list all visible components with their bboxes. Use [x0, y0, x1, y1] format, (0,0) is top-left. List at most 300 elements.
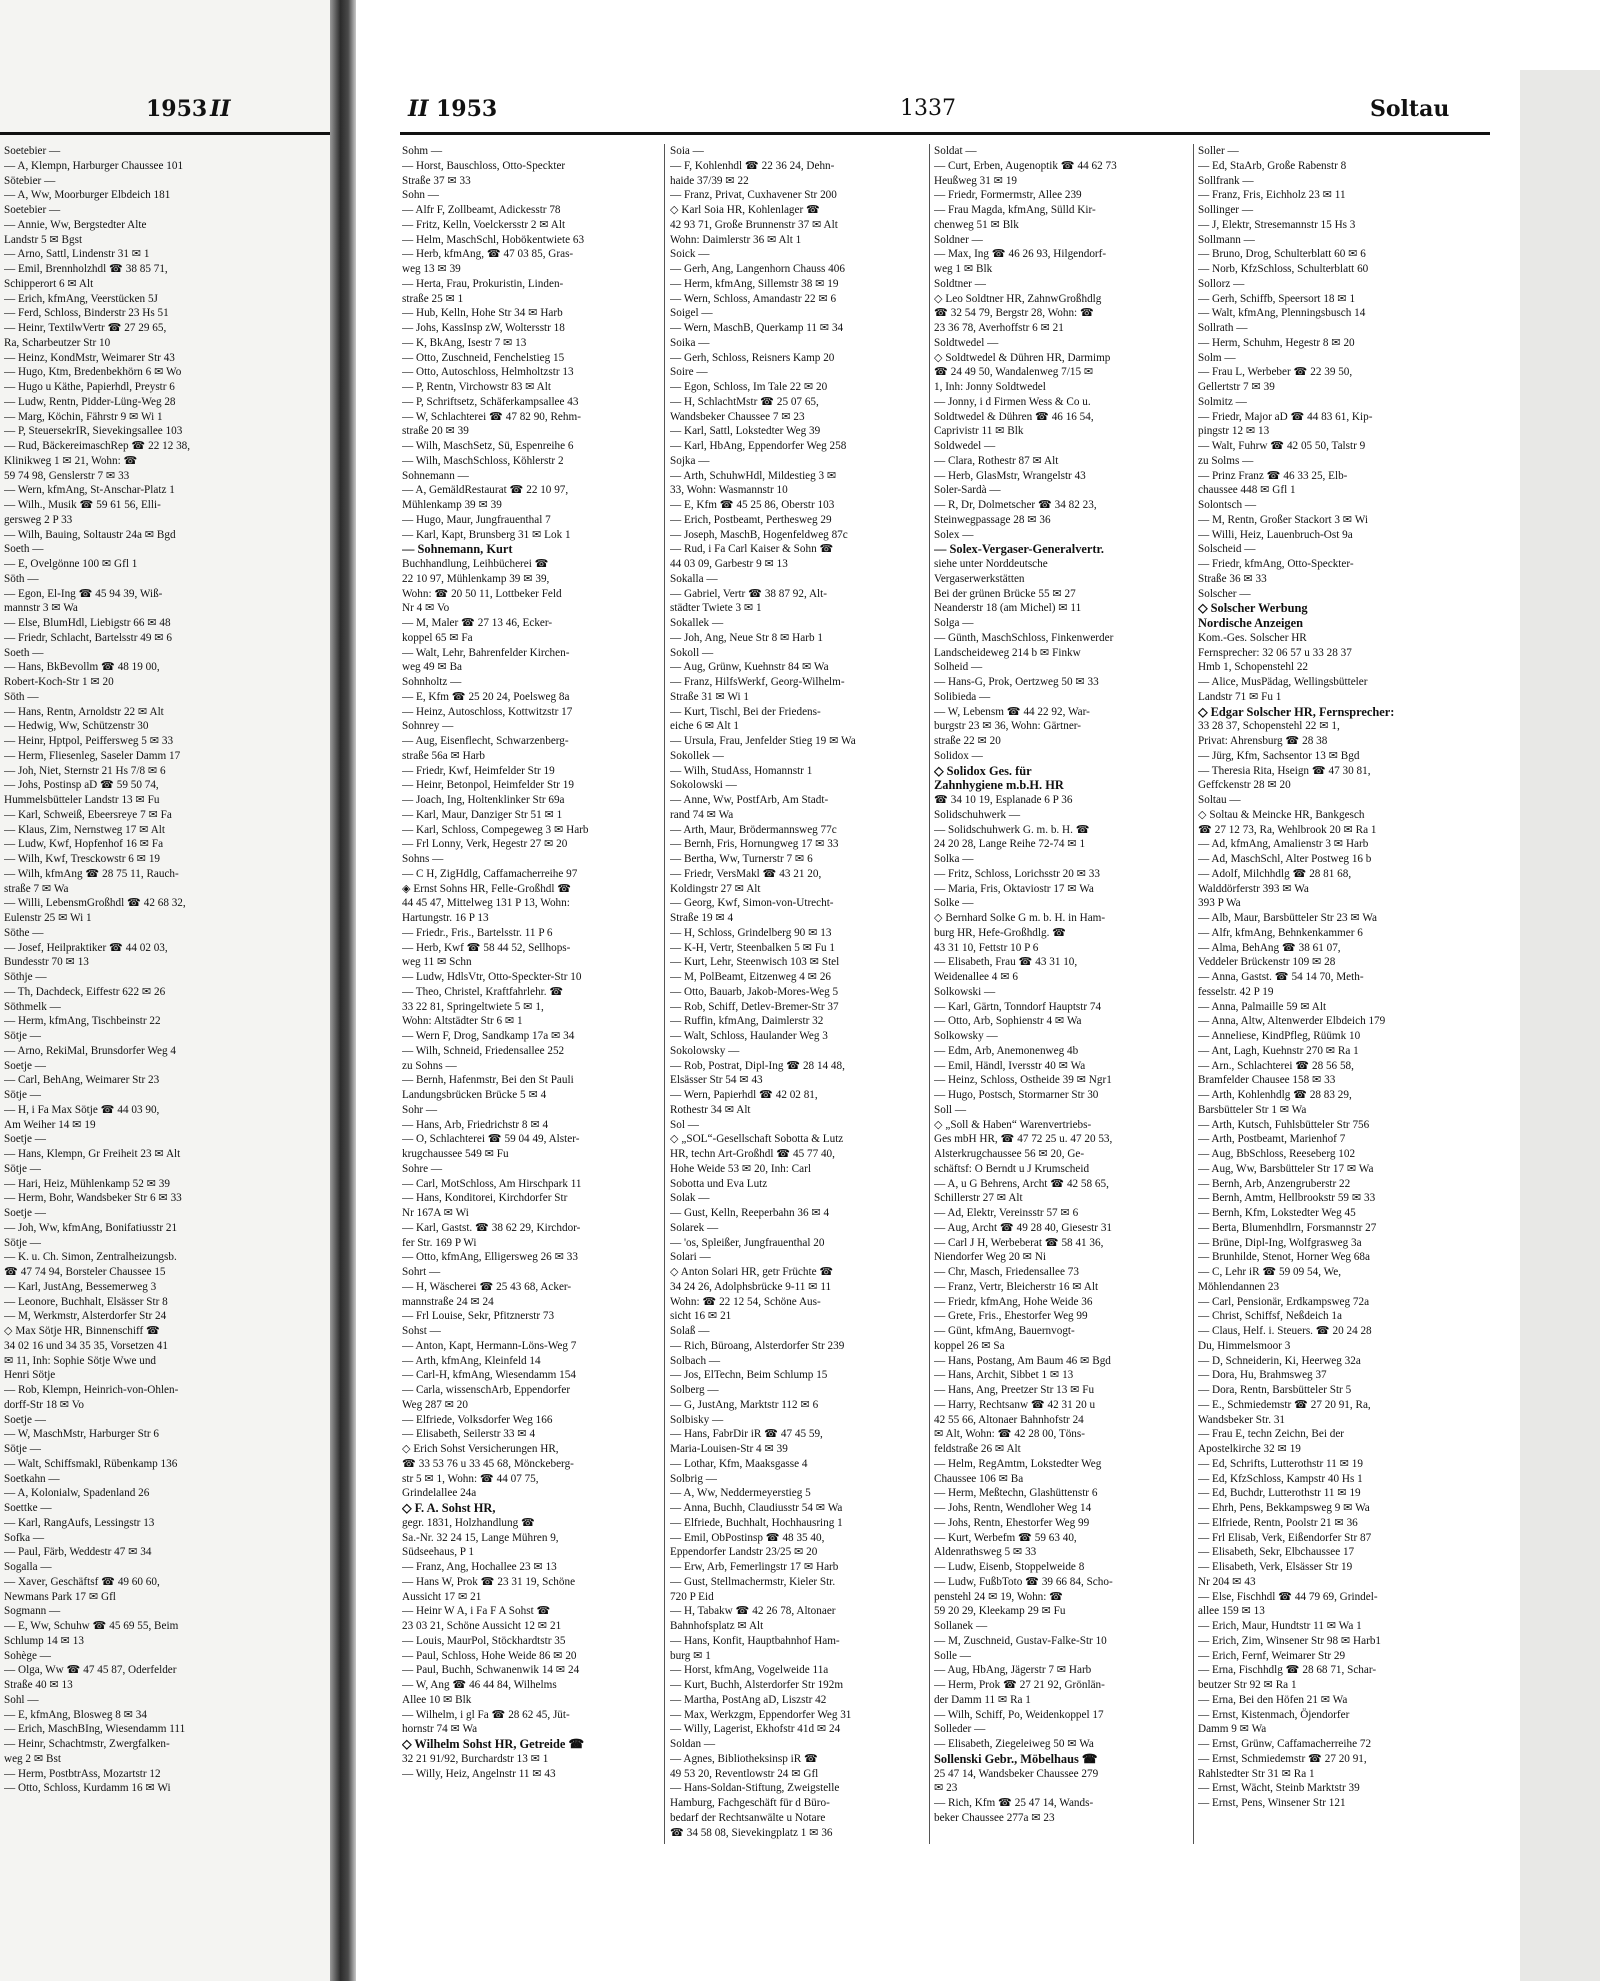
directory-entry: koppel 26 ✉ Sa [934, 1339, 1005, 1352]
surname-heading: Sötje — [4, 1089, 41, 1101]
directory-entry: — Ernst, Wächt, Steinb Marktstr 39 [1198, 1782, 1360, 1795]
directory-entry: Grindelallee 24a [402, 1487, 477, 1500]
directory-entry: — Gabriel, Vertr ☎ 38 87 92, Alt- [670, 587, 827, 600]
directory-entry: Niendorfer Weg 20 ✉ Ni [934, 1251, 1047, 1264]
directory-entry: — Herm, PostbtrAss, Mozartstr 12 [4, 1767, 161, 1780]
directory-entry: ◇ Max Sötje HR, Binnenschiff ☎ [4, 1325, 160, 1337]
left-page-column [4, 144, 250, 1844]
directory-entry: Robert-Koch-Str 1 ✉ 20 [4, 676, 114, 688]
directory-entry: — Hugo, Ktm, Bredenbekhörn 6 ✉ Wo [4, 366, 182, 379]
directory-entry: — Anneliese, KindPfleg, Rüümk 10 [1198, 1030, 1361, 1042]
directory-entry: Hmb 1, Schopenstehl 22 [1198, 661, 1309, 674]
directory-entry: Am Weiher 14 ✉ 19 [4, 1118, 96, 1131]
directory-entry: Maria-Louisen-Str 4 ✉ 39 [670, 1443, 788, 1455]
surname-heading: Soller — [1198, 145, 1239, 157]
directory-entry: — Ferd, Schloss, Binderstr 23 Hs 51 [4, 307, 169, 320]
directory-entry: — R, Dr, Dolmetscher ☎ 34 82 23, [934, 499, 1097, 511]
directory-entry: siehe unter Norddeutsche [934, 558, 1048, 570]
directory-entry: 720 P Eid [670, 1590, 714, 1603]
directory-entry: Wandsbeker Chaussee 7 ✉ 23 [670, 410, 805, 423]
directory-entry: — Elfriede, Volksdorfer Weg 166 [402, 1413, 553, 1426]
directory-entry: — Carl, Pensionär, Erdkampsweg 72a [1198, 1295, 1370, 1308]
directory-entry: Soldtwedel & Dühren ☎ 46 16 54, [934, 410, 1094, 423]
directory-entry: — A, u G Behrens, Archt ☎ 42 58 65, [934, 1177, 1109, 1190]
surname-heading: Soigel — [670, 307, 713, 320]
directory-entry: Mühlenkamp 39 ✉ 39 [402, 499, 502, 511]
surname-heading: Sohst — [402, 1325, 441, 1337]
directory-entry: Vergaserwerkstätten [934, 572, 1025, 585]
directory-entry: — Max, Werkzgm, Eppendorfer Weg 31 [670, 1708, 852, 1721]
directory-entry: — Kurt, Tischl, Bei der Friedens- [670, 705, 821, 718]
directory-entry: — Joh, Niet, Sternstr 21 Hs 7/8 ✉ 6 [4, 764, 166, 777]
directory-entry: Neanderstr 18 (am Michel) ✉ 11 [934, 602, 1082, 615]
directory-entry: — Elisabeth, Sekr, Elbchaussee 17 [1198, 1546, 1355, 1559]
directory-entry: — Edm, Arb, Anemonenweg 4b [934, 1044, 1079, 1057]
directory-entry: beutzer Str 92 ✉ Ra 1 [1198, 1679, 1297, 1691]
directory-entry: — Georg, Kwf, Simon-von-Utrecht- [670, 897, 834, 910]
directory-entry: Straße 19 ✉ 4 [670, 912, 734, 924]
directory-entry: — Karl, Sattl, Lokstedter Weg 39 [670, 425, 821, 438]
directory-entry: — K-H, Vertr, Steenbalken 5 ✉ Fu 1 [670, 941, 836, 954]
directory-entry: Eppendorfer Landstr 23/25 ✉ 20 [670, 1546, 818, 1559]
directory-entry: — Curt, Erben, Augenoptik ☎ 44 62 73 [934, 159, 1117, 172]
directory-entry: burg HR, Hefe-Großhdlg. ☎ [934, 926, 1067, 939]
directory-entry: ◇ F. A. Sohst HR, [402, 1501, 496, 1515]
directory-entry: — Maria, Fris, Oktaviostr 17 ✉ Wa [934, 882, 1094, 895]
surname-heading: Solidschuhwerk — [934, 808, 1021, 821]
directory-entry: — E, kfmAng, Blosweg 8 ✉ 34 [4, 1708, 147, 1721]
directory-entry: — E, Kfm ☎ 25 20 24, Poelsweg 8a [402, 690, 570, 703]
directory-entry: — Friedr, Major aD ☎ 44 83 61, Kip- [1198, 410, 1373, 423]
directory-entry: — Rud, BäckereimaschRep ☎ 22 12 38, [4, 440, 191, 452]
directory-entry: — Johs, Rentn, Wendloher Weg 14 [934, 1502, 1092, 1514]
directory-entry: — Adolf, Milchhdlg ☎ 28 81 68, [1198, 867, 1352, 880]
directory-entry: Eulenstr 25 ✉ Wi 1 [4, 912, 92, 924]
directory-entry: — Arth, Kutsch, Fuhlsbütteler Str 756 [1198, 1118, 1370, 1131]
surname-heading: Solheid — [934, 661, 983, 674]
directory-entry: — Solidschuhwerk G. m. b. H. ☎ [934, 823, 1090, 836]
page-number: 1337 [900, 96, 956, 121]
surname-heading: Soldan — [670, 1738, 716, 1750]
directory-entry: — Alb, Maur, Barsbütteler Str 23 ✉ Wa [1198, 912, 1378, 924]
directory-entry: — Xaver, Geschäftsf ☎ 49 60 60, [4, 1575, 160, 1588]
directory-entry: — Anna, Buchh, Claudiusstr 54 ✉ Wa [670, 1502, 843, 1514]
directory-entry: — Friedr, VersMakl ☎ 43 21 20, [670, 867, 822, 880]
directory-entry: fer Str. 169 P Wi [402, 1236, 477, 1249]
surname-heading: Sollinger — [1198, 204, 1254, 216]
directory-entry: Rahlstedter Str 31 ✉ Ra 1 [1198, 1767, 1315, 1780]
directory-entry: — Wilh, Schiff, Po, Weidenkoppel 17 [934, 1708, 1104, 1721]
directory-entry: hornstr 74 ✉ Wa [402, 1723, 478, 1736]
directory-entry: — Ehrh, Pens, Bekkampsweg 9 ✉ Wa [1198, 1502, 1370, 1514]
directory-entry: — Hans-G, Prok, Oertzweg 50 ✉ 33 [934, 676, 1099, 688]
directory-entry: — Joseph, MaschB, Hogenfeldweg 87c [670, 528, 848, 541]
directory-entry: — Otto, Arb, Sophienstr 4 ✉ Wa [934, 1015, 1082, 1028]
directory-entry: — Aug, Eisenflecht, Schwarzenberg- [402, 735, 569, 747]
directory-entry: — Olga, Ww ☎ 47 45 87, Oderfelder [4, 1664, 177, 1677]
directory-entry: chenweg 51 ✉ Blk [934, 218, 1019, 231]
directory-entry: — H, Wäscherei ☎ 25 43 68, Acker- [402, 1280, 572, 1293]
directory-entry: Klinikweg 1 ✉ 21, Wohn: ☎ [4, 454, 138, 467]
directory-entry: ✉ 23 [934, 1782, 958, 1795]
directory-entry: — Egon, El-Ing ☎ 45 94 39, Wiß- [4, 587, 163, 600]
directory-entry: Nr 204 ✉ 43 [1198, 1575, 1256, 1588]
directory-entry: — Theo, Christel, Kraftfahrlehr. ☎ [402, 985, 564, 998]
surname-heading: Solleder — [934, 1723, 986, 1736]
surname-heading: Solibieda — [934, 690, 991, 703]
directory-entry: — Theresia Rita, Hseign ☎ 47 30 81, [1198, 764, 1371, 777]
directory-entry: — Egon, Schloss, Im Tale 22 ✉ 20 [670, 381, 828, 393]
directory-entry: Privat: Ahrensburg ☎ 28 38 [1198, 735, 1328, 747]
directory-entry: schäftsf: O Berndt u J Krumscheid [934, 1162, 1090, 1175]
directory-entry: — Emil, Brennholzhdl ☎ 38 85 71, [4, 263, 168, 275]
directory-entry: — Hans, Rentn, Arnoldstr 22 ✉ Alt [4, 705, 164, 718]
directory-entry: Caprivistr 11 ✉ Blk [934, 425, 1024, 438]
directory-entry: — Elisabeth, Ziegeleiweg 50 ✉ Wa [934, 1738, 1094, 1750]
surname-heading: Soeth — [4, 543, 44, 556]
directory-entry: — Anna, Palmaille 59 ✉ Alt [1198, 1000, 1327, 1013]
directory-entry: — Hans-Soldan-Stiftung, Zweigstelle [670, 1782, 840, 1795]
directory-entry: feldstraße 26 ✉ Alt [934, 1443, 1021, 1455]
directory-entry: — Horst, kfmAng, Vogelweide 11a [670, 1664, 829, 1677]
directory-entry: — Hans, Arb, Friedrichstr 8 ✉ 4 [402, 1118, 549, 1131]
directory-entry: — G, JustAng, Marktstr 112 ✉ 6 [670, 1398, 819, 1411]
directory-entry: krugchaussee 549 ✉ Fu [402, 1148, 509, 1160]
directory-entry: — Friedr, kfmAng, Hohe Weide 36 [934, 1295, 1093, 1308]
directory-entry: Fernsprecher: 32 06 57 u 33 28 37 [1198, 646, 1352, 659]
directory-entry: — M, Maler ☎ 27 13 46, Ecker- [402, 617, 553, 629]
directory-entry: 34 24 26, Adolphsbrücke 9-11 ✉ 11 [670, 1280, 832, 1293]
directory-entry: 23 36 78, Averhoffstr 6 ✉ 21 [934, 322, 1064, 334]
directory-entry: — Elisabeth, Seilerstr 33 ✉ 4 [402, 1428, 536, 1441]
directory-entry: Straße 37 ✉ 33 [402, 174, 471, 187]
directory-entry: — Walt, kfmAng, Plenningsbusch 14 [1198, 307, 1366, 320]
directory-entry: — Hans, FabrDir iR ☎ 47 45 59, [670, 1428, 823, 1441]
directory-entry: — W, Ang ☎ 46 44 84, Wilhelms [402, 1679, 557, 1691]
right-column-2 [670, 144, 926, 1844]
directory-entry: — Frl Lonny, Verk, Hegestr 27 ✉ 20 [402, 838, 568, 851]
directory-entry: — Erich, Zim, Winsener Str 98 ✉ Harb1 [1198, 1634, 1382, 1647]
directory-entry: — Ad, MaschSchl, Alter Postweg 16 b [1198, 853, 1372, 865]
directory-entry: — Alma, BehAng ☎ 38 61 07, [1198, 941, 1341, 954]
directory-entry: Bahnhofsplatz ✉ Alt [670, 1620, 764, 1632]
directory-entry: Barsbütteler Str 1 ✉ Wa [1198, 1103, 1307, 1116]
directory-entry: — Harry, Rechtsanw ☎ 42 31 20 u [934, 1398, 1096, 1411]
directory-entry: — Herm, Schuhm, Hegestr 8 ✉ 20 [1198, 336, 1355, 349]
directory-entry: — Wern, Papierhdl ☎ 42 02 81, [670, 1089, 818, 1101]
directory-entry: Geffckenstr 28 ✉ 20 [1198, 779, 1291, 792]
directory-entry: — Erich, MaschBIng, Wiesendamm 111 [4, 1723, 186, 1736]
surname-heading: zu Solms — [1198, 454, 1254, 467]
directory-entry: — Heinr, Schachtmstr, Zwergfalken- [4, 1738, 170, 1750]
directory-entry: — Ed, Schrifts, Lutterothstr 11 ✉ 19 [1198, 1457, 1363, 1470]
directory-entry: Wohn: Altstädter Str 6 ✉ 1 [402, 1015, 523, 1028]
directory-entry: beker Chaussee 277a ✉ 23 [934, 1811, 1055, 1824]
surname-heading: Soettke — [4, 1502, 52, 1514]
surname-heading: Sötje — [4, 1443, 41, 1455]
directory-entry: — Jürg, Kfm, Sachsentor 13 ✉ Bgd [1198, 749, 1360, 762]
directory-entry: — Dora, Rentn, Barsbütteler Str 5 [1198, 1384, 1352, 1396]
directory-entry: — Joh, Ang, Neue Str 8 ✉ Harb 1 [670, 631, 823, 644]
directory-entry: allee 159 ✉ 13 [1198, 1605, 1265, 1618]
directory-entry: — Rich, Büroang, Alsterdorfer Str 239 [670, 1339, 845, 1352]
directory-entry: ◇ Soltau & Meincke HR, Bankgesch [1198, 808, 1365, 821]
surname-heading: Söthmelk — [4, 1000, 61, 1013]
directory-entry: — Günth, MaschSchloss, Finkenwerder [934, 631, 1114, 644]
directory-entry: — Friedr., Fris., Bartelsstr. 11 P 6 [402, 926, 553, 939]
directory-entry: — Hari, Heiz, Mühlenkamp 52 ✉ 39 [4, 1177, 170, 1190]
directory-entry: str 5 ✉ 1, Wohn: ☎ 44 07 75, [402, 1472, 539, 1485]
directory-entry: — Willy, Lagerist, Ekhofstr 41d ✉ 24 [670, 1723, 841, 1736]
directory-entry: — M, PolBeamt, Eitzenweg 4 ✉ 26 [670, 971, 832, 983]
right-page-header [400, 92, 1490, 135]
directory-entry: — E, Ovelgönne 100 ✉ Gfl 1 [4, 558, 138, 570]
directory-entry: — Louis, MaurPol, Stöckhardtstr 35 [402, 1634, 566, 1647]
surname-heading: Sohnemann — [402, 469, 469, 482]
directory-entry: Weidenallee 4 ✉ 6 [934, 971, 1018, 983]
directory-entry: ◇ Solidox Ges. für [934, 763, 1032, 778]
directory-entry: — Ed, KfzSchloss, Kampstr 40 Hs 1 [1198, 1472, 1363, 1485]
directory-entry: — Alfr, kfmAng, Behnkenkammer 6 [1198, 926, 1363, 939]
surname-heading: Soldner — [934, 233, 983, 246]
surname-heading: Solm — [1198, 351, 1236, 364]
directory-entry: — M, Werkmstr, Alsterdorfer Str 24 [4, 1310, 167, 1323]
directory-entry: straße 56a ✉ Harb [402, 749, 485, 762]
directory-entry: — Carl-H, kfmAng, Wiesendamm 154 [402, 1369, 576, 1382]
directory-entry: ◇ Edgar Solscher HR, Fernsprecher: [1198, 704, 1395, 719]
directory-entry: Buchhandlung, Leihbücherei ☎ [402, 558, 549, 570]
directory-entry: Möhlendannen 23 [1198, 1280, 1280, 1293]
directory-entry: — Arth, Kohlenhdlg ☎ 28 83 29, [1198, 1089, 1352, 1101]
directory-entry: Sa.-Nr. 32 24 15, Lange Mühren 9, [402, 1531, 559, 1544]
directory-entry: — Norb, KfzSchloss, Schulterblatt 60 [1198, 263, 1369, 275]
directory-entry: — Frl Elisab, Verk, Eißendorfer Str 87 [1198, 1531, 1372, 1544]
directory-entry: — Hans, Konfit, Hauptbahnhof Ham- [670, 1634, 840, 1647]
directory-entry: — Leonore, Buchhalt, Elsässer Str 8 [4, 1295, 168, 1308]
right-column-4 [1198, 144, 1460, 1844]
directory-entry: — Arth, SchuhwHdl, Mildestieg 3 ✉ [670, 469, 837, 482]
directory-entry: Aldenrathsweg 5 ✉ 33 [934, 1546, 1037, 1559]
directory-entry: — Erich, kfmAng, Veerstücken 5J [4, 292, 158, 305]
surname-heading: Sohn — [402, 189, 439, 202]
directory-entry: — Frl Louise, Sekr, Pfitznerstr 73 [402, 1310, 555, 1323]
directory-entry: — Karl, Gärtn, Tonndorf Hauptstr 74 [934, 1000, 1102, 1013]
directory-entry: — Hans, Ang, Preetzer Str 13 ✉ Fu [934, 1384, 1095, 1396]
surname-heading: Sokallek — [670, 617, 724, 629]
directory-entry: — Herb, Kwf ☎ 58 44 52, Sellhops- [402, 941, 571, 954]
directory-entry: — Willy, Heiz, Angelnstr 11 ✉ 43 [402, 1767, 556, 1780]
directory-entry: — Ludw, Rentn, Pidder-Lüng-Weg 28 [4, 395, 176, 408]
directory-entry: Wohn: ☎ 22 12 54, Schöne Aus- [670, 1295, 821, 1308]
right-column-3 [934, 144, 1190, 1844]
surname-heading: Solbisky — [670, 1413, 724, 1426]
directory-entry: 44 03 09, Garbestr 9 ✉ 13 [670, 558, 788, 570]
directory-entry: — Ludw, HdlsVtr, Otto-Speckter-Str 10 [402, 971, 582, 983]
directory-entry: — Th, Dachdeck, Eiffestr 622 ✉ 26 [4, 985, 166, 998]
directory-entry: — Arth, Maur, Brödermannsweg 77c [670, 823, 837, 836]
directory-entry: — Karl, Schloss, Compegeweg 3 ✉ Harb [402, 823, 589, 836]
directory-entry: ◇ Erich Sohst Versicherungen HR, [402, 1443, 559, 1455]
directory-entry: — Wilh, kfmAng ☎ 28 75 11, Rauch- [4, 867, 179, 880]
surname-heading: Soika — [670, 336, 710, 349]
directory-entry: — Ernst, Pens, Winsener Str 121 [1198, 1797, 1346, 1809]
directory-entry: — Anne, Ww, PostfArb, Am Stadt- [670, 794, 829, 806]
surname-heading: Sojka — [670, 454, 710, 467]
surname-heading: Solle — [934, 1649, 971, 1662]
directory-entry: — Rud, i Fa Carl Kaiser & Sohn ☎ [670, 543, 834, 556]
surname-heading: Solaß — [670, 1325, 710, 1337]
directory-entry: — Aug, Ww, Barsbütteler Str 17 ✉ Wa [1198, 1162, 1374, 1175]
directory-entry: — Frau E, techn Zeichn, Bei der [1198, 1428, 1345, 1441]
directory-entry: — Lothar, Kfm, Maaksgasse 4 [670, 1457, 808, 1470]
directory-entry: Henri Sötje [4, 1369, 56, 1382]
directory-entry: 42 93 71, Große Brunnenstr 37 ✉ Alt [670, 218, 838, 231]
directory-entry: — Arno, RekiMal, Brunsdorfer Weg 4 [4, 1044, 176, 1057]
directory-entry: — Franz, Fris, Eichholz 23 ✉ 11 [1198, 189, 1346, 202]
directory-entry: — Carl, BehAng, Weimarer Str 23 [4, 1074, 160, 1087]
surname-heading: Solak — [670, 1192, 710, 1205]
directory-entry: — Ludw, Eisenb, Stoppelweide 8 [934, 1561, 1085, 1573]
directory-entry: — Johs, Rentn, Ehestorfer Weg 99 [934, 1516, 1090, 1529]
surname-heading: Solbach — [670, 1354, 721, 1367]
directory-entry: — K, BkAng, Isestr 7 ✉ 13 [402, 336, 527, 349]
right-margin [1520, 70, 1600, 1981]
surname-heading: Solscheid — [1198, 543, 1256, 556]
surname-heading: Soetje — [4, 1059, 46, 1072]
directory-entry: ☎ 27 12 73, Ra, Wehlbrook 20 ✉ Ra 1 [1198, 823, 1377, 836]
surname-heading: Söth — [4, 572, 39, 585]
directory-entry: fesselstr. 42 P 19 [1198, 985, 1274, 998]
directory-entry: — Friedr, Formermstr, Allee 239 [934, 189, 1082, 202]
directory-entry: — Elisabeth, Verk, Elsässer Str 19 [1198, 1561, 1353, 1573]
left-header-volume: II [210, 96, 231, 122]
directory-entry: ◇ „Soll & Haben“ Warenvertriebs- [934, 1118, 1092, 1131]
directory-entry: — Ernst, Grünw, Caffamacherreihe 72 [1198, 1738, 1372, 1750]
directory-entry: — Bernh, Hafenmstr, Bei den St Pauli [402, 1074, 574, 1087]
surname-heading: Sohre — [402, 1162, 443, 1175]
directory-entry: — Karl, RangAufs, Lessingstr 13 [4, 1516, 155, 1529]
directory-entry: — Arth, kfmAng, Kleinfeld 14 [402, 1354, 541, 1367]
directory-entry: sicht 16 ✉ 21 [670, 1310, 732, 1323]
directory-entry: — Aug, Archt ☎ 49 28 40, Giesestr 31 [934, 1221, 1113, 1234]
directory-entry: — Erna, Bei den Höfen 21 ✉ Wa [1198, 1693, 1348, 1706]
directory-entry: 49 53 20, Reventlowstr 24 ✉ Gfl [670, 1767, 819, 1780]
directory-entry: dorff-Str 18 ✉ Vo [4, 1398, 84, 1411]
directory-entry: — M, Rentn, Großer Stackort 3 ✉ Wi [1198, 513, 1368, 526]
surname-heading: Solarek — [670, 1221, 719, 1234]
directory-entry: Straße 31 ✉ Wi 1 [670, 690, 749, 703]
directory-entry: — Grete, Fris., Ehestorfer Weg 99 [934, 1310, 1088, 1323]
directory-entry: — Bruno, Drog, Schulterblatt 60 ✉ 6 [1198, 248, 1366, 261]
directory-entry: — Karl, HbAng, Eppendorfer Weg 258 [670, 440, 847, 452]
directory-entry: — D, Schneiderin, Ki, Heerweg 32a [1198, 1354, 1361, 1367]
directory-entry: — Karl, Kapt, Brunsberg 31 ✉ Lok 1 [402, 528, 571, 541]
directory-entry: — Horst, Bauschloss, Otto-Speckter [402, 159, 566, 172]
surname-heading: Sohnholtz — [402, 676, 462, 688]
directory-entry: burgstr 23 ✉ 36, Wohn: Gärtner- [934, 720, 1082, 733]
surname-heading: Sohns — [402, 853, 444, 865]
directory-entry: — Hans, Klempn, Gr Freiheit 23 ✉ Alt [4, 1148, 181, 1160]
directory-entry: — Wilh, Bauing, Soltaustr 24a ✉ Bgd [4, 528, 176, 541]
directory-entry: — Heinz, Schloss, Ostheide 39 ✉ Ngr1 [934, 1074, 1112, 1087]
directory-entry: ☎ 33 53 76 u 33 45 68, Mönckeberg- [402, 1457, 574, 1470]
directory-entry: rand 74 ✉ Wa [670, 808, 734, 821]
directory-entry: — A, GemäldRestaurat ☎ 22 10 97, [402, 484, 569, 497]
directory-entry: — Rob, Schiff, Detlev-Bremer-Str 37 [670, 1000, 839, 1013]
directory-entry: Chaussee 106 ✉ Ba [934, 1472, 1024, 1485]
directory-entry: gersweg 2 P 33 [4, 513, 73, 526]
directory-entry: — Otto, kfmAng, Elligersweg 26 ✉ 33 [402, 1251, 578, 1264]
directory-entry: — W, MaschMstr, Harburger Str 6 [4, 1428, 160, 1441]
surname-heading: zu Sohns — [402, 1059, 457, 1072]
directory-entry: — Heinz, KondMstr, Weimarer Str 43 [4, 351, 175, 364]
directory-entry: — Wilh, Schneid, Friedensallee 252 [402, 1044, 565, 1057]
directory-entry: — Willi, Heiz, Lauenbruch-Ost 9a [1198, 528, 1353, 541]
directory-entry: 25 47 14, Wandsbeker Chaussee 279 [934, 1767, 1099, 1780]
directory-entry: — Ernst, Schmiedemstr ☎ 27 20 91, [1198, 1752, 1367, 1765]
directory-entry: haide 37/39 ✉ 22 [670, 174, 749, 187]
directory-entry: Zahnhygiene m.b.H. HR [934, 778, 1064, 793]
surname-heading: Sokolowsky — [670, 1044, 740, 1057]
directory-entry: Steinwegpassage 28 ✉ 36 [934, 513, 1051, 526]
directory-entry: der Damm 11 ✉ Ra 1 [934, 1693, 1031, 1706]
directory-entry: Hartungstr. 16 P 13 [402, 912, 489, 924]
directory-entry: — Jonny, i d Firmen Wess & Co u. [934, 395, 1091, 408]
surname-heading: Sollfrank — [1198, 174, 1254, 187]
directory-entry: Walddörferstr 393 ✉ Wa [1198, 882, 1309, 895]
directory-entry: ☎ 34 58 08, Sievekingplatz 1 ✉ 36 [670, 1826, 833, 1839]
surname-heading: Sol — [670, 1118, 699, 1131]
directory-entry: — Hans, BkBevollm ☎ 48 19 00, [4, 661, 160, 674]
directory-entry: — E., Schmiedemstr ☎ 27 20 91, Ra, [1198, 1398, 1371, 1411]
directory-entry: Bei der grünen Brücke 55 ✉ 27 [934, 587, 1076, 600]
directory-entry: Allee 10 ✉ Blk [402, 1693, 472, 1706]
directory-entry: — Alice, MusPädag, Wellingsbütteler [1198, 676, 1368, 688]
directory-entry: 23 03 21, Schöne Aussicht 12 ✉ 21 [402, 1620, 562, 1632]
surname-heading: Sogmann — [4, 1605, 61, 1618]
directory-entry: — Arno, Sattl, Lindenstr 31 ✉ 1 [4, 248, 150, 261]
directory-entry: Schipperort 6 ✉ Alt [4, 277, 94, 290]
directory-entry: — Wilh, MaschSchloss, Köhlerstr 2 [402, 454, 564, 467]
directory-entry: — Franz, Privat, Cuxhavener Str 200 [670, 189, 837, 202]
directory-entry: Aussicht 17 ✉ 21 [402, 1590, 482, 1603]
directory-entry: — Paul, Schloss, Hohe Weide 86 ✉ 20 [402, 1649, 577, 1662]
directory-entry: — Ant, Lagh, Kuehnstr 270 ✉ Ra 1 [1198, 1044, 1359, 1057]
directory-entry: — Josef, Heilpraktiker ☎ 44 02 03, [4, 941, 168, 954]
directory-entry: gegr. 1831, Holzhandlung ☎ [402, 1516, 535, 1529]
directory-entry: — Solex-Vergaser-Generalvertr. [934, 542, 1104, 557]
directory-entry: Nr 167A ✉ Wi [402, 1207, 469, 1219]
directory-entry: — Herm, kfmAng, Tischbeinstr 22 [4, 1015, 161, 1028]
surname-heading: Soldtwedel — [934, 336, 999, 349]
directory-entry: — Herb, GlasMstr, Wrangelstr 43 [934, 469, 1086, 482]
directory-entry: — H, i Fa Max Sötje ☎ 44 03 90, [4, 1103, 160, 1116]
directory-entry: — Joach, Ing, Holtenklinker Str 69a [402, 794, 565, 806]
directory-entry: — Helm, RegAmtm, Lokstedter Weg [934, 1457, 1102, 1470]
surname-heading: Sötje — [4, 1030, 41, 1042]
directory-entry: — Ad, kfmAng, Amalienstr 3 ✉ Harb [1198, 838, 1369, 851]
surname-heading: Sokoll — [670, 646, 714, 659]
directory-entry: Landstr 71 ✉ Fu 1 [1198, 690, 1282, 703]
directory-entry: pingstr 12 ✉ 13 [1198, 425, 1270, 438]
directory-entry: ☎ 34 10 19, Esplanade 6 P 36 [934, 794, 1073, 806]
directory-entry: 59 20 29, Kleekamp 29 ✉ Fu [934, 1605, 1066, 1618]
surname-heading: Solkowski — [934, 985, 996, 998]
directory-entry: ✉ Alt, Wohn: ☎ 42 28 00, Töns- [934, 1428, 1085, 1441]
directory-entry: — Jos, ElTechn, Beim Schlump 15 [670, 1369, 828, 1382]
directory-entry: — Herm, Fliesenleg, Saseler Damm 17 [4, 749, 181, 762]
directory-entry: Nordische Anzeigen [1198, 616, 1303, 630]
